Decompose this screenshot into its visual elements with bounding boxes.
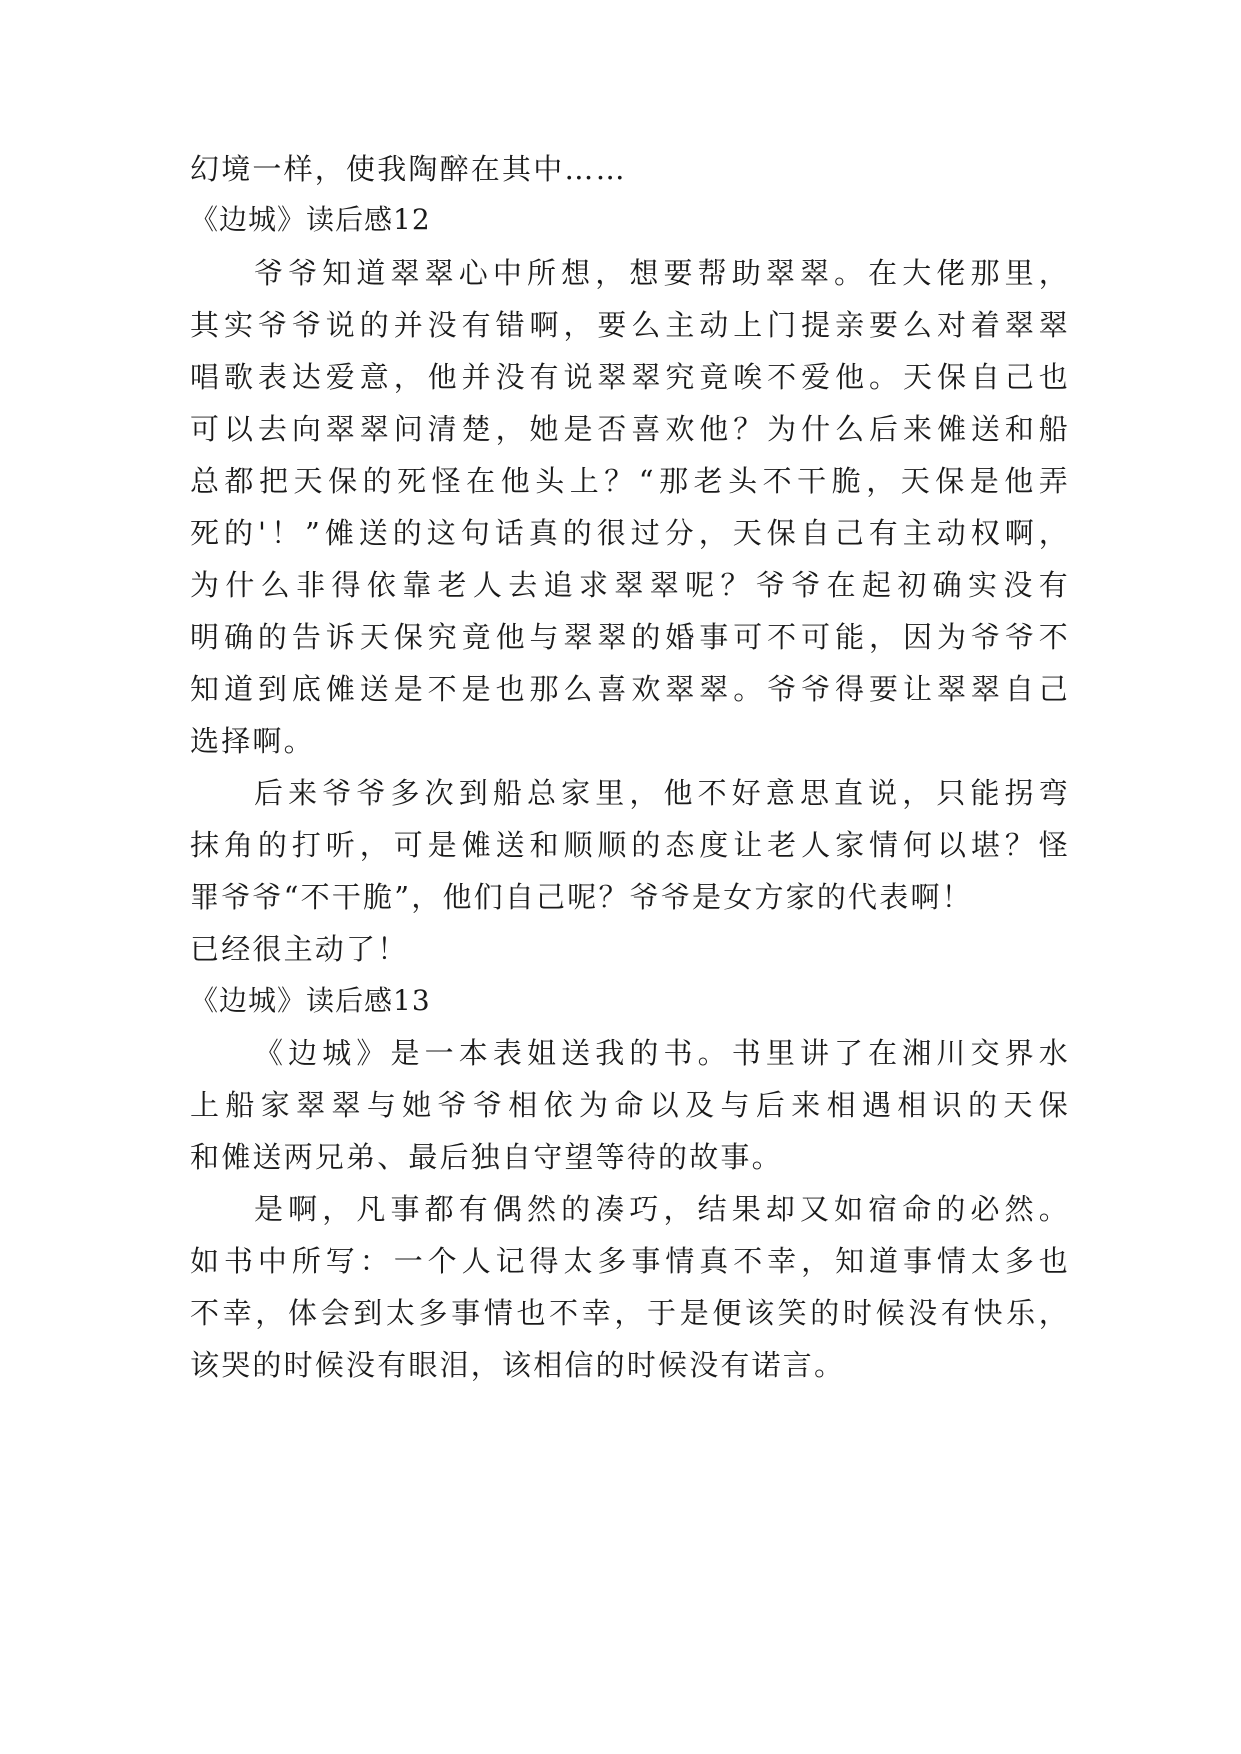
paragraph-line: 幻境一样，使我陶醉在其中…… <box>190 152 627 186</box>
section-heading: 《边城》读后感13 <box>190 984 431 1017</box>
paragraph-line: 死的'！”傩送的这句话真的很过分，天保自己有主动权啊， <box>190 516 1070 550</box>
paragraph-line: 唱歌表达爱意，他并没有说翠翠究竟唉不爱他。天保自己也 <box>190 360 1070 394</box>
paragraph-line: 不幸，体会到太多事情也不幸，于是便该笑的时候没有快乐， <box>190 1296 1070 1330</box>
paragraph-line: 该哭的时候没有眼泪，该相信的时候没有诺言。 <box>190 1348 846 1382</box>
paragraph-line: 其实爷爷说的并没有错啊，要么主动上门提亲要么对着翠翠 <box>190 308 1070 342</box>
paragraph-line: 罪爷爷“不干脆”，他们自己呢？爷爷是女方家的代表啊！ <box>190 880 973 914</box>
paragraph-line: 上船家翠翠与她爷爷相依为命以及与后来相遇相识的天保 <box>190 1088 1070 1122</box>
paragraph-line: 选择啊。 <box>190 724 315 758</box>
paragraph-line: 如书中所写：一个人记得太多事情真不幸，知道事情太多也 <box>190 1244 1070 1278</box>
paragraph-line: 明确的告诉天保究竟他与翠翠的婚事可不可能，因为爷爷不 <box>190 620 1070 654</box>
paragraph-line: 《边城》是一本表姐送我的书。书里讲了在湘川交界水 <box>254 1036 1070 1070</box>
paragraph-line: 已经很主动了！ <box>190 932 409 966</box>
paragraph-line: 可以去向翠翠问清楚，她是否喜欢他？为什么后来傩送和船 <box>190 412 1070 446</box>
paragraph-line: 抹角的打听，可是傩送和顺顺的态度让老人家情何以堪？怪 <box>190 828 1070 862</box>
section-heading: 《边城》读后感12 <box>190 203 431 236</box>
paragraph-line: 知道到底傩送是不是也那么喜欢翠翠。爷爷得要让翠翠自己 <box>190 672 1070 706</box>
paragraph-line: 是啊，凡事都有偶然的凑巧，结果却又如宿命的必然。 <box>254 1192 1070 1226</box>
paragraph-line: 总都把天保的死怪在他头上？“那老头不干脆，天保是他弄 <box>190 464 1070 498</box>
paragraph-line: 爷爷知道翠翠心中所想，想要帮助翠翠。在大佬那里， <box>254 256 1070 290</box>
paragraph-line: 和傩送两兄弟、最后独自守望等待的故事。 <box>190 1140 783 1174</box>
paragraph-line: 为什么非得依靠老人去追求翠翠呢？爷爷在起初确实没有 <box>190 568 1070 602</box>
paragraph-line: 后来爷爷多次到船总家里，他不好意思直说，只能拐弯 <box>254 776 1070 810</box>
